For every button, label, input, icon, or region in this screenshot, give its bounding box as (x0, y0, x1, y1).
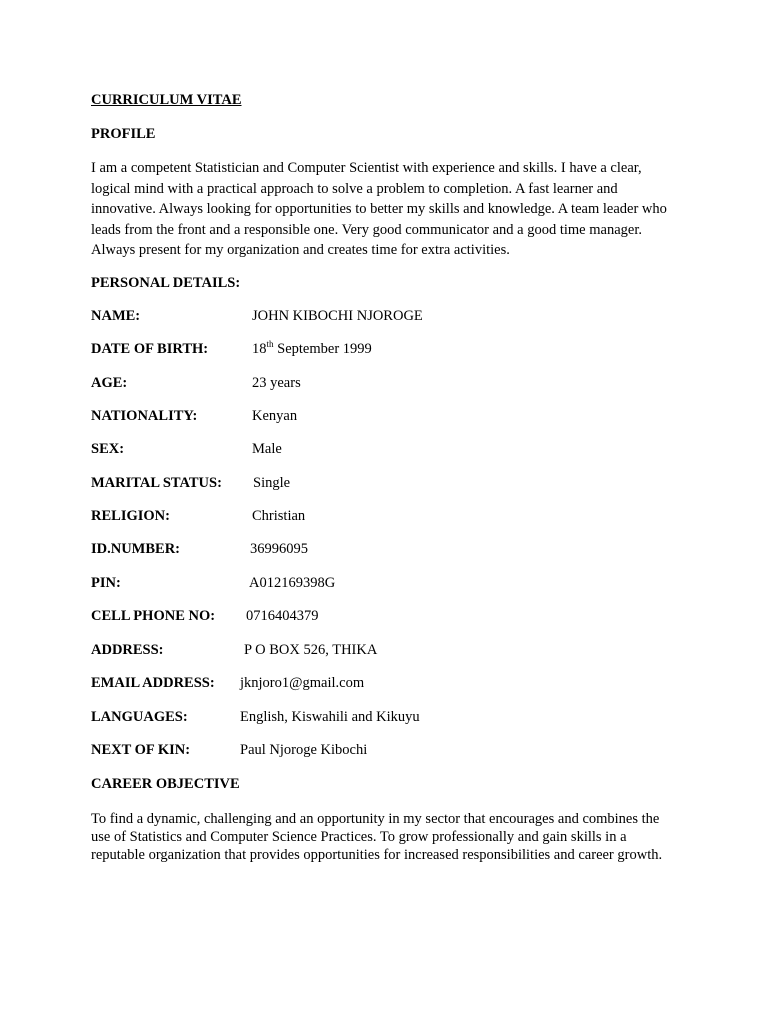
dob-rest: September 1999 (273, 341, 372, 357)
address-label: ADDRESS: (91, 642, 164, 658)
pin-value: A012169398G (249, 575, 336, 591)
detail-row-pin (91, 575, 651, 595)
detail-row-sex (91, 441, 651, 461)
detail-row-dob (91, 341, 651, 361)
detail-row-nationality (91, 408, 651, 428)
sex-value: Male (252, 441, 282, 457)
personal-details-heading: PERSONAL DETAILS: (91, 275, 241, 291)
detail-row-religion (91, 508, 651, 528)
detail-row-age (91, 375, 651, 395)
next-of-kin-label: NEXT OF KIN: (91, 742, 191, 758)
marital-status-value: Single (253, 475, 291, 491)
dob-suffix: th (266, 339, 274, 350)
document-title: CURRICULUM VITAE (91, 92, 242, 108)
name-value: JOHN KIBOCHI NJOROGE (252, 308, 423, 324)
religion-value: Christian (252, 508, 306, 524)
profile-text: I am a competent Statistician and Computer Scientist with experience and skills. I have a clear, logical mind with a practical approach to solve a problem to completion. A fast learner and innovative. Always looking for opportunities to better my skills and knowledge. A team leader who leads from the front and a responsible one. Very good communicator and a good time manager. Always present for my organization and creates time for extra activities. (91, 160, 667, 258)
detail-row-id-number (91, 541, 651, 561)
marital-status-label: MARITAL STATUS: (91, 475, 222, 491)
detail-row-languages (91, 709, 651, 729)
next-of-kin-value: Paul Njoroge Kibochi (240, 742, 368, 758)
age-label: AGE: (91, 375, 128, 391)
languages-value: English, Kiswahili and Kikuyu (240, 709, 420, 725)
detail-row-cell-phone (91, 608, 651, 628)
id-number-value: 36996095 (250, 541, 308, 557)
pin-label: PIN: (91, 575, 121, 591)
dob-value (252, 341, 372, 358)
email-label: EMAIL ADDRESS: (91, 675, 215, 691)
religion-label: RELIGION: (91, 508, 170, 524)
email-value: jknjoro1@gmail.com (240, 675, 365, 691)
address-value: P O BOX 526, THIKA (244, 642, 378, 658)
career-objective-heading: CAREER OBJECTIVE (91, 776, 240, 792)
detail-row-next-of-kin (91, 742, 651, 762)
id-number-label: ID.NUMBER: (91, 541, 181, 557)
age-value: 23 years (252, 375, 301, 391)
detail-row-address (91, 642, 651, 662)
sex-label: SEX: (91, 441, 125, 457)
profile-heading: PROFILE (91, 126, 156, 142)
detail-row-name (91, 308, 651, 328)
nationality-label: NATIONALITY: (91, 408, 198, 424)
cell-phone-label: CELL PHONE NO: (91, 608, 216, 624)
cell-phone-value: 0716404379 (246, 608, 319, 624)
languages-label: LANGUAGES: (91, 709, 188, 725)
detail-row-marital-status (91, 475, 651, 495)
career-objective-text: To find a dynamic, challenging and an opportunity in my sector that encourages and combines the use of Statistics and Computer Science Practices. To grow professionally and gain skills in a reputable organization that provides opportunities for increased responsibilities and career growth. (91, 811, 663, 863)
dob-day: 18 (252, 341, 267, 357)
detail-row-email (91, 675, 651, 695)
dob-label: DATE OF BIRTH: (91, 341, 209, 357)
name-label: NAME: (91, 308, 141, 324)
nationality-value: Kenyan (252, 408, 298, 424)
